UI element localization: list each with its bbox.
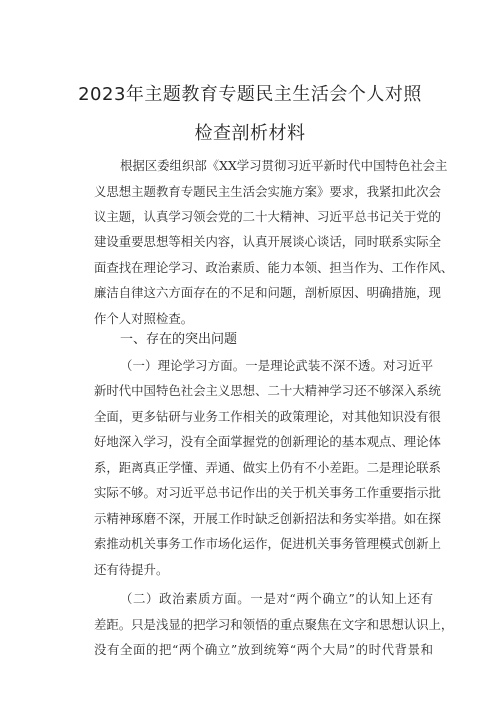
section-heading-problems: 一、存在的突出问题 [120, 332, 238, 347]
para1-line-5: 系，距离真正学懂、弄通、做实上仍有不小差距。二是理论联系 [94, 460, 441, 475]
para2-line-3: 没有全面的把“两个确立”放到统筹“两个大局”的时代背景和 [94, 642, 433, 657]
para1-line-7: 示精神琢磨不深，开展工作时缺乏创新招法和务实举措。如在探 [94, 511, 441, 526]
intro-line-1: 根据区委组织部《XX学习贯彻习近平新时代中国特色社会主 [120, 158, 448, 173]
document-title-line-1: 2023年主题教育专题民主生活会个人对照 [78, 84, 422, 105]
para2-line-2: 差距。只是浅显的把学习和领悟的重点聚焦在文字和思想认识上， [94, 617, 454, 632]
intro-line-4: 建设重要思想等相关内容，认真开展谈心谈话，同时联系实际全 [94, 234, 441, 249]
intro-line-7: 作个人对照检查。 [94, 311, 194, 326]
para1-line-3: 全面，更多钻研与业务工作相关的政策理论，对其他知识没有很 [94, 409, 441, 424]
para1-line-9: 还有待提升。 [94, 562, 169, 577]
intro-line-2: 义思想主题教育专题民主生活会实施方案》要求，我紧扣此次会 [94, 184, 441, 199]
para1-line-4: 好地深入学习，没有全面掌握党的创新理论的基本观点、理论体 [94, 434, 441, 449]
para2-line-1: （二）政治素质方面。一是对“两个确立”的认知上还有 [120, 591, 433, 606]
intro-line-5: 面查找在理论学习、政治素质、能力本领、担当作为、工作作风、 [94, 260, 454, 275]
intro-line-6: 廉洁自律这六方面存在的不足和问题，剖析原因、明确措施，现 [94, 285, 441, 300]
para1-line-6: 实际不够。对习近平总书记作出的关于机关事务工作重要指示批 [94, 485, 441, 500]
document-title-line-2: 检查剖析材料 [194, 123, 306, 144]
para1-line-1: （一）理论学习方面。一是理论武装不深不透。对习近平 [120, 358, 433, 373]
para1-line-2: 新时代中国特色社会主义思想、二十大精神学习还不够深入系统 [94, 383, 441, 398]
intro-line-3: 议主题，认真学习领会党的二十大精神、习近平总书记关于党的 [94, 209, 441, 224]
para1-line-8: 索推动机关事务工作市场化运作，促进机关事务管理模式创新上 [94, 536, 441, 551]
